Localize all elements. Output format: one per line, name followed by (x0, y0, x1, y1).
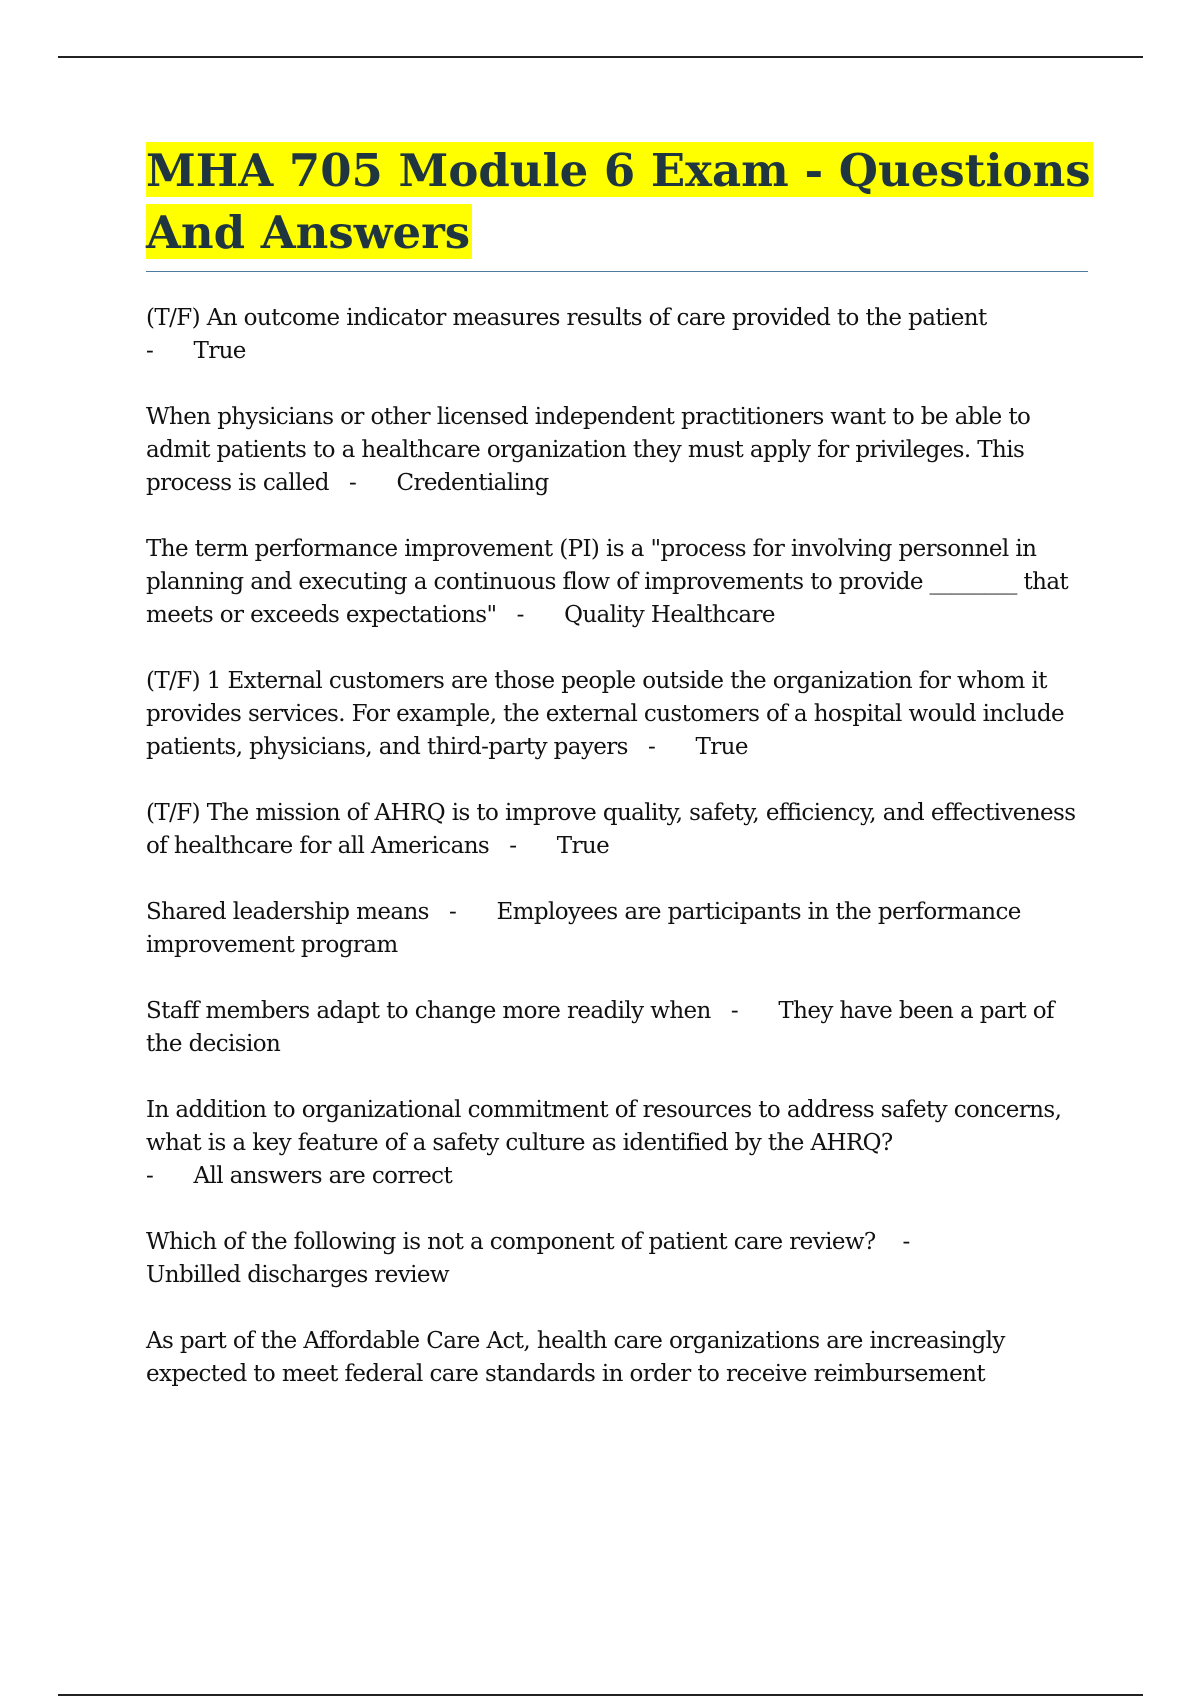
question-text: Staff members adapt to change more readily when (146, 998, 711, 1024)
question-text: (T/F) 1 External customers are those people outside the organization for whom it provides services. For example, the external customers of a hospital would include patients, physicians, and third-party payers (146, 668, 1064, 760)
question-text: When physicians or other licensed independent practitioners want to be able to admit patients to a healthcare organization they must apply for privileges. This process is called (146, 404, 1031, 496)
page-title (146, 140, 1091, 264)
question-text: As part of the Affordable Care Act, health care organizations are increasingly expected to meet federal care standards in order to receive reimbursement (146, 1328, 1005, 1387)
answer-text: True (193, 338, 246, 364)
title-underline (146, 271, 1088, 272)
answer-separator: - (335, 470, 390, 496)
answer-separator: - (435, 899, 490, 925)
answer-text: True (695, 734, 748, 760)
answer-text: Employees are participants in the performance improvement program (146, 899, 1021, 958)
question-text: Which of the following is not a component of patient care review? (146, 1229, 876, 1255)
qa-item (146, 995, 1091, 1061)
qa-item (146, 533, 1091, 632)
qa-item (146, 1226, 1091, 1292)
qa-item (146, 302, 1091, 368)
answer-separator: - (882, 1229, 910, 1255)
qa-list (146, 302, 1091, 1391)
question-text: (T/F) An outcome indicator measures results of care provided to the patient (146, 305, 987, 331)
question-text: The term performance improvement (PI) is a "process for involving personnel in planning and executing a continuous flow of improvements to provide ________ that meets or exceeds expectations" (146, 536, 1069, 628)
document-body (146, 140, 1091, 1424)
qa-item (146, 797, 1091, 863)
answer-text: Credentialing (396, 470, 549, 496)
question-text: In addition to organizational commitment of resources to address safety concerns, what is a key feature of a safety culture as identified by the AHRQ? (146, 1097, 1062, 1156)
qa-item (146, 665, 1091, 764)
answer-text: Quality Healthcare (564, 602, 775, 628)
answer-text: Unbilled discharges review (146, 1262, 450, 1288)
qa-item (146, 1325, 1091, 1391)
answer-separator: - (717, 998, 772, 1024)
question-text: Shared leadership means (146, 899, 429, 925)
answer-separator: - (146, 338, 187, 364)
qa-item (146, 401, 1091, 500)
bottom-border-rule (58, 1694, 1143, 1696)
answer-text: They have been a part of the decision (146, 998, 1054, 1057)
answer-separator: - (503, 602, 558, 628)
highlighted-title: MHA 705 Module 6 Exam - Questions And Answers (146, 144, 1091, 259)
answer-separator: - (495, 833, 550, 859)
question-text: (T/F) The mission of AHRQ is to improve quality, safety, efficiency, and effectiveness of healthcare for all Americans (146, 800, 1076, 859)
answer-separator: - (146, 1163, 187, 1189)
answer-text: True (556, 833, 610, 859)
answer-text: All answers are correct (193, 1163, 453, 1189)
qa-item (146, 896, 1091, 962)
top-border-rule (58, 56, 1143, 58)
answer-separator: - (634, 734, 689, 760)
qa-item (146, 1094, 1091, 1193)
